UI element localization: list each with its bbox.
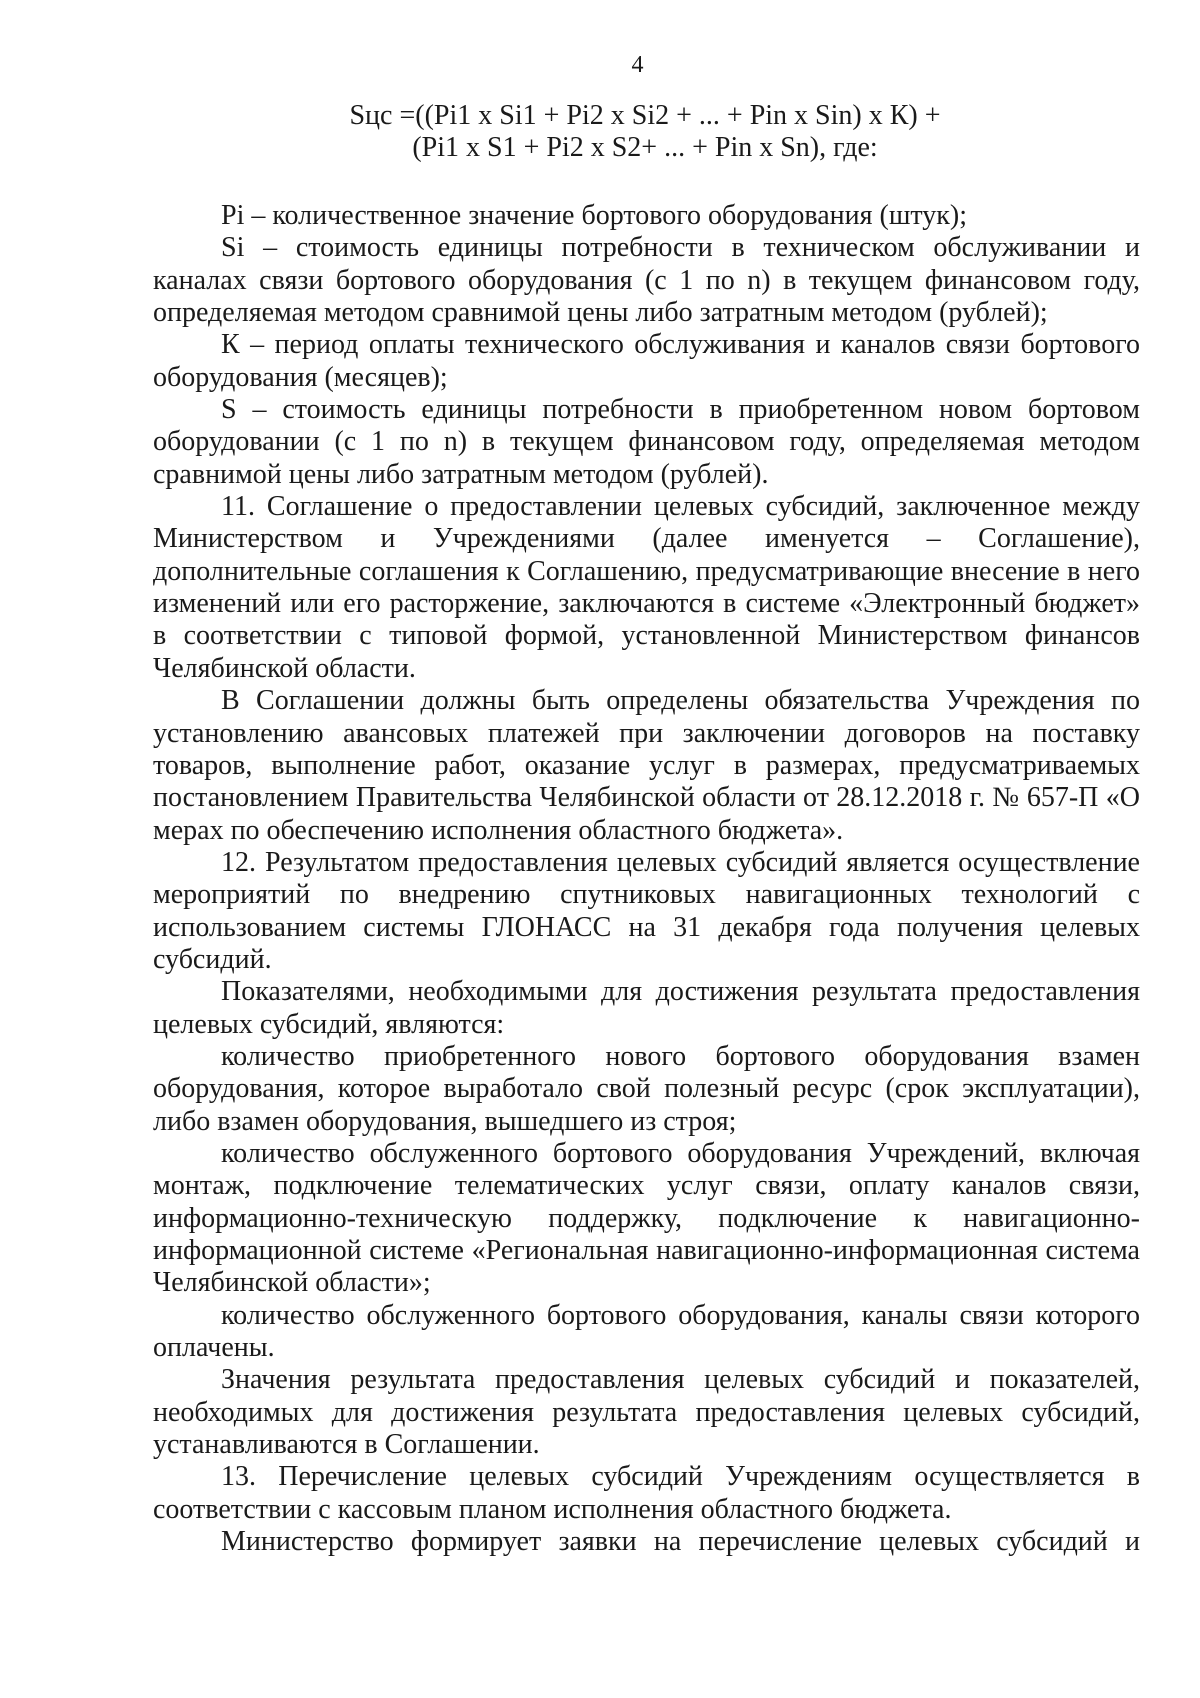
clause-11: 11. Соглашение о предоставлении целевых субсидий, заключенное между Министерством и Учреждениями (далее именуется – Соглашение), дополнительные соглашения к Соглашению, предусматривающие внесение в него изменений или его расторжение, заключаются в системе «Электронный бюджет» в соответствии с типовой формой, установленной Министерством финансов Челябинской области. (153, 491, 1140, 684)
formula-line-1: Sцс =((Pi1 x Si1 + Pi2 x Si2 + ... + Pin x Sin) x К) + (349, 100, 941, 131)
clause-11-advance-payments: В Соглашении должны быть определены обязательства Учреждения по установлению авансовых платежей при заключении договоров на поставку товаров, выполнение работ, оказание услуг в размерах, предусматриваемых постановлением Правительства Челябинской области от 28.12.2018 г. № 657-П «О мерах по обеспечению исполнения областного бюджета». (153, 685, 1140, 846)
clause-12: 12. Результатом предоставления целевых субсидий является осуществление мероприятий по внедрению спутниковых навигационных технологий с использованием системы ГЛОНАСС на 31 декабря года получения целевых субсидий. (153, 846, 1140, 975)
ministry-requests: Министерство формирует заявки на перечисление целевых субсидий и (221, 1526, 1140, 1558)
definition-pi: Pi – количественное значение бортового оборудования (штук); (221, 200, 967, 231)
definition-si: Si – стоимость единицы потребности в техническом обслуживании и каналах связи бортового оборудования (с 1 по n) в текущем финансовом году, определяемая методом сравнимой цены либо затратным методом (рублей); (153, 232, 1140, 329)
page-number: 4 (631, 52, 644, 78)
indicator-serviced-equipment: количество обслуженного бортового оборудования Учреждений, включая монтаж, подключение телематических услуг связи, оплату каналов связи, информационно-техническую поддержку, подключение к навигационно-информационной системе «Региональная навигационно-информационная система Челябинской области»; (153, 1137, 1140, 1299)
indicator-paid-channels: количество обслуженного бортового оборудования, каналы связи которого оплачены. (153, 1299, 1140, 1364)
indicators-intro: Показателями, необходимыми для достижения результата предоставления целевых субсидий, являются: (153, 976, 1140, 1040)
indicator-values: Значения результата предоставления целевых субсидий и показателей, необходимых для достижения результата предоставления целевых субсидий, устанавливаются в Соглашении. (153, 1364, 1140, 1461)
document-body (153, 200, 1140, 1558)
definition-k: К – период оплаты технического обслуживания и каналов связи бортового оборудования (месяцев); (153, 329, 1140, 393)
definition-s: S – стоимость единицы потребности в приобретенном новом бортовом оборудовании (с 1 по n) в текущем финансовом году, определяемая методом сравнимой цены либо затратным методом (рублей). (153, 394, 1140, 490)
formula-line-2: (Pi1 x S1 + Pi2 x S2+ ... + Pin x Sn), где: (412, 132, 878, 163)
indicator-new-equipment: количество приобретенного нового бортового оборудования взамен оборудования, которое выработало свой полезный ресурс (срок эксплуатации), либо взамен оборудования, вышедшего из строя; (153, 1040, 1140, 1137)
cost-formula (150, 100, 1140, 164)
clause-13: 13. Перечисление целевых субсидий Учреждениям осуществляется в соответствии с кассовым планом исполнения областного бюджета. (153, 1461, 1140, 1525)
